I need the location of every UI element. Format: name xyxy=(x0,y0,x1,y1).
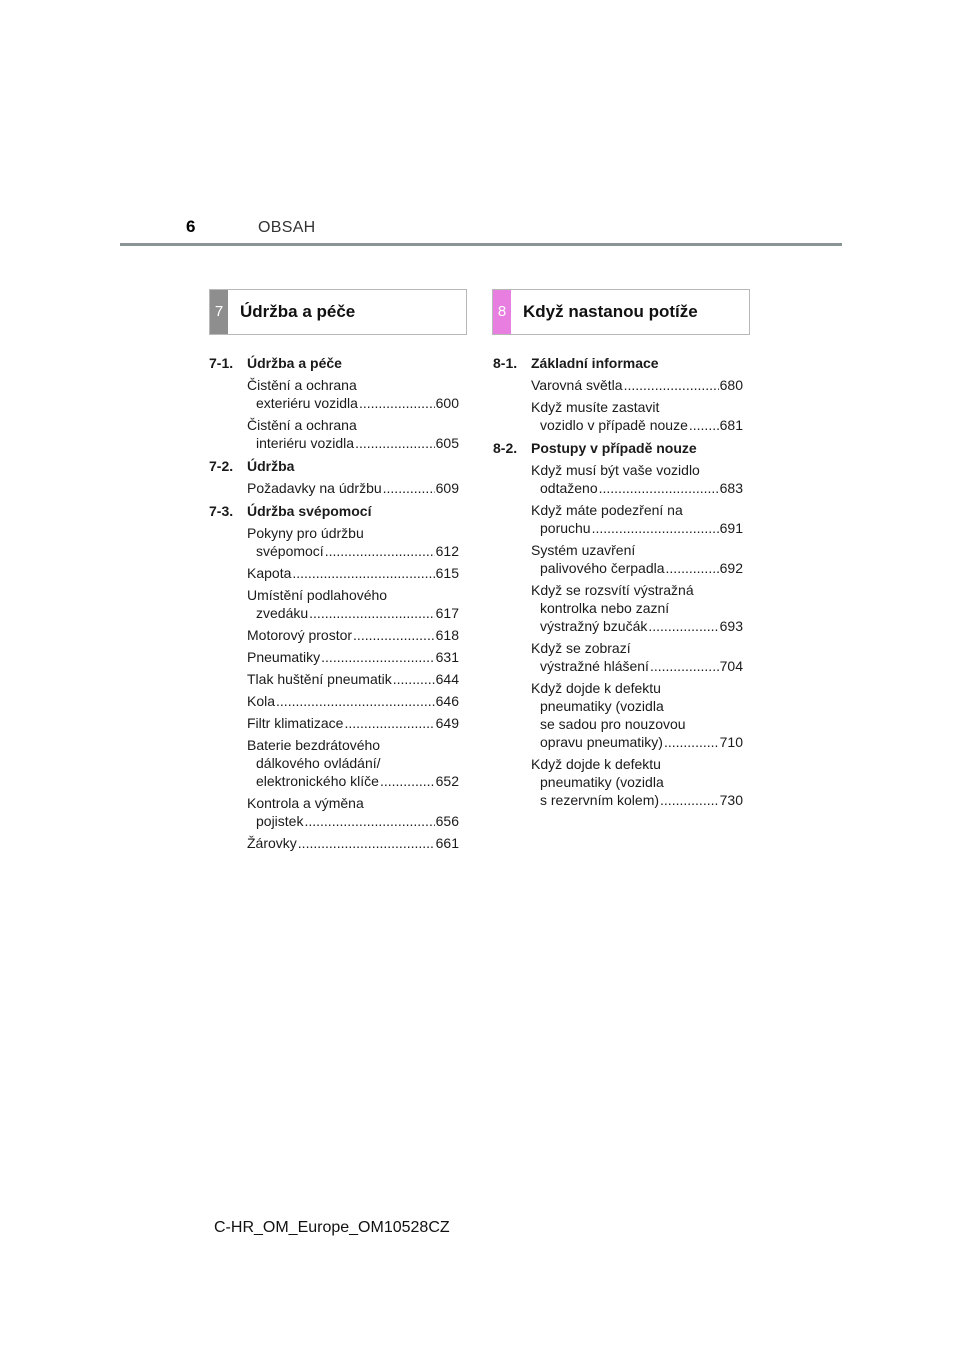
dot-leader xyxy=(664,733,719,751)
section-title: Údržba xyxy=(247,458,295,474)
entry-page-number: 649 xyxy=(435,715,459,731)
entry-page-number: 680 xyxy=(719,377,743,393)
entry-page-number: 730 xyxy=(719,792,743,808)
dot-leader xyxy=(325,542,435,560)
dot-leader xyxy=(393,670,435,688)
toc-entry[interactable] xyxy=(531,461,743,497)
dot-leader xyxy=(298,834,435,852)
toc-entry[interactable] xyxy=(247,376,459,412)
section-number: 7-1. xyxy=(209,355,234,371)
section-number: 7-2. xyxy=(209,458,234,474)
entry-text-line: Když musí být vaše vozidlo xyxy=(531,462,700,478)
dot-leader xyxy=(666,559,719,577)
toc-entry[interactable] xyxy=(247,648,459,666)
toc-section-heading[interactable] xyxy=(209,457,459,475)
section-title: Základní informace xyxy=(531,355,659,371)
footer-document-code: C-HR_OM_Europe_OM10528CZ xyxy=(214,1219,450,1236)
entry-text-line: Když dojde k defektu xyxy=(531,680,661,696)
dot-leader xyxy=(650,657,719,675)
entry-text-line: svépomocí xyxy=(256,543,324,559)
dot-leader xyxy=(383,479,435,497)
entry-page-number: 683 xyxy=(719,480,743,496)
entry-text-line: Systém uzavření xyxy=(531,542,636,558)
toc-entry[interactable] xyxy=(247,524,459,560)
entry-text-line: Když se zobrazí xyxy=(531,640,631,656)
header-rule xyxy=(120,243,842,246)
entry-page-number: 661 xyxy=(435,835,459,851)
entry-text-line: pojistek xyxy=(256,813,304,829)
chapter-8-title: Když nastanou potíže xyxy=(523,302,698,321)
entry-text-line: palivového čerpadla xyxy=(540,560,665,576)
toc-entry[interactable] xyxy=(531,581,743,635)
dot-leader xyxy=(599,479,719,497)
page-number: 6 xyxy=(186,217,196,236)
entry-text-line: Filtr klimatizace xyxy=(247,715,344,731)
toc-section-heading[interactable] xyxy=(493,439,743,457)
entry-text-line: Žárovky xyxy=(247,835,297,851)
entry-text-line: Čistění a ochrana xyxy=(247,377,357,393)
toc-entry[interactable] xyxy=(247,586,459,622)
entry-text-line: Kapota xyxy=(247,565,292,581)
dot-leader xyxy=(304,812,434,830)
toc-entry[interactable] xyxy=(247,714,459,732)
entry-page-number: 600 xyxy=(435,395,459,411)
toc-entry[interactable] xyxy=(531,398,743,434)
entry-text-line: dálkového ovládání/ xyxy=(256,755,381,771)
entry-text-line: Motorový prostor xyxy=(247,627,353,643)
dot-leader xyxy=(309,604,434,622)
toc-entry[interactable] xyxy=(531,376,743,394)
entry-text-line: Baterie bezdrátového xyxy=(247,737,381,753)
toc-entry[interactable] xyxy=(247,479,459,497)
entry-text-line: elektronického klíče xyxy=(256,773,379,789)
toc-entry[interactable] xyxy=(531,639,743,675)
toc-entry[interactable] xyxy=(247,626,459,644)
chapter-7-tab: 7 xyxy=(210,290,228,334)
entry-text-line: Čistění a ochrana xyxy=(247,417,357,433)
dot-leader xyxy=(380,772,435,790)
section-title: Údržba a péče xyxy=(247,355,342,371)
entry-text-line: zvedáku xyxy=(256,605,309,621)
toc-chapter-7 xyxy=(209,354,459,852)
entry-page-number: 612 xyxy=(435,543,459,559)
dot-leader xyxy=(359,394,435,412)
entry-text-line: Tlak huštění pneumatik xyxy=(247,671,392,687)
chapter-7-title: Údržba a péče xyxy=(240,302,356,321)
entry-page-number: 656 xyxy=(435,813,459,829)
entry-text-line: odtaženo xyxy=(540,480,598,496)
entry-page-number: 710 xyxy=(719,734,743,750)
entry-text-line: Pneumatiky xyxy=(247,649,321,665)
entry-text-line: pneumatiky (vozidla xyxy=(540,774,664,790)
entry-text-line: výstražný bzučák xyxy=(540,618,648,634)
toc-entry[interactable] xyxy=(531,755,743,809)
chapter-7-box[interactable] xyxy=(209,289,467,335)
entry-text-line: opravu pneumatiky) xyxy=(540,734,663,750)
toc-entry[interactable] xyxy=(531,501,743,537)
dot-leader xyxy=(648,617,718,635)
dot-leader xyxy=(689,416,719,434)
toc-entry[interactable] xyxy=(531,541,743,577)
dot-leader xyxy=(660,791,719,809)
toc-entry[interactable] xyxy=(247,670,459,688)
entry-text-line: exteriéru vozidla xyxy=(256,395,358,411)
dot-leader xyxy=(276,692,435,710)
dot-leader xyxy=(321,648,434,666)
entry-page-number: 681 xyxy=(719,417,743,433)
entry-page-number: 646 xyxy=(435,693,459,709)
section-title: Údržba svépomocí xyxy=(247,503,372,519)
section-number: 8-1. xyxy=(493,355,518,371)
toc-entry[interactable] xyxy=(531,679,743,751)
chapter-8-tab: 8 xyxy=(493,290,511,334)
entry-page-number: 691 xyxy=(719,520,743,536)
entry-text-line: Když dojde k defektu xyxy=(531,756,661,772)
toc-section-heading[interactable] xyxy=(493,354,743,372)
entry-page-number: 609 xyxy=(435,480,459,496)
entry-text-line: Když musíte zastavit xyxy=(531,399,660,415)
section-number: 8-2. xyxy=(493,440,518,456)
entry-text-line: pneumatiky (vozidla xyxy=(540,698,664,714)
toc-entry[interactable] xyxy=(247,564,459,582)
entry-text-line: Pokyny pro údržbu xyxy=(247,525,364,541)
entry-text-line: vozidlo v případě nouze xyxy=(540,417,688,433)
entry-text-line: Když se rozsvítí výstražná xyxy=(531,582,694,598)
page-header-title: OBSAH xyxy=(258,219,316,236)
entry-text-line: Požadavky na údržbu xyxy=(247,480,382,496)
entry-text-line: s rezervním kolem) xyxy=(540,792,660,808)
entry-page-number: 618 xyxy=(435,627,459,643)
entry-page-number: 605 xyxy=(435,435,459,451)
entry-text-line: Umístění podlahového xyxy=(247,587,388,603)
chapter-8-box[interactable] xyxy=(492,289,750,335)
toc-section-heading[interactable] xyxy=(209,354,459,372)
entry-page-number: 704 xyxy=(719,658,743,674)
toc-chapter-8 xyxy=(493,354,743,809)
toc-entry[interactable] xyxy=(247,834,459,852)
entry-page-number: 617 xyxy=(435,605,459,621)
section-number: 7-3. xyxy=(209,503,234,519)
dot-leader xyxy=(292,564,434,582)
entry-text-line: Kola xyxy=(247,693,276,709)
entry-text-line: Varovná světla xyxy=(531,377,623,393)
entry-page-number: 652 xyxy=(435,773,459,789)
entry-text-line: výstražné hlášení xyxy=(540,658,649,674)
entry-text-line: poruchu xyxy=(540,520,591,536)
entry-page-number: 631 xyxy=(435,649,459,665)
dot-leader xyxy=(355,434,435,452)
dot-leader xyxy=(353,626,435,644)
entry-page-number: 644 xyxy=(435,671,459,687)
toc-entry[interactable] xyxy=(247,794,459,830)
dot-leader xyxy=(344,714,434,732)
entry-page-number: 693 xyxy=(719,618,743,634)
entry-page-number: 692 xyxy=(719,560,743,576)
entry-text-line: Když máte podezření na xyxy=(531,502,683,518)
toc-entry[interactable] xyxy=(247,736,459,790)
section-title: Postupy v případě nouze xyxy=(531,440,697,456)
entry-text-line: interiéru vozidla xyxy=(256,435,355,451)
entry-text-line: kontrolka nebo zazní xyxy=(540,600,670,616)
toc-entry[interactable] xyxy=(247,692,459,710)
entry-text-line: se sadou pro nouzovou xyxy=(540,716,686,732)
entry-page-number: 615 xyxy=(435,565,459,581)
dot-leader xyxy=(624,376,719,394)
entry-text-line: Kontrola a výměna xyxy=(247,795,364,811)
toc-entry[interactable] xyxy=(247,416,459,452)
dot-leader xyxy=(592,519,719,537)
toc-section-heading[interactable] xyxy=(209,502,459,520)
